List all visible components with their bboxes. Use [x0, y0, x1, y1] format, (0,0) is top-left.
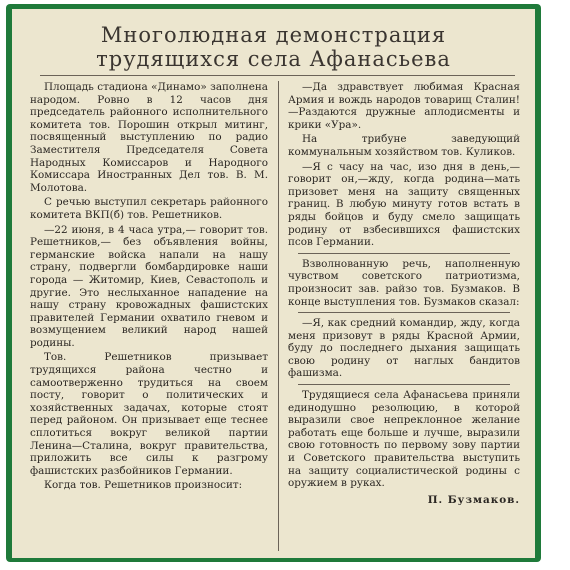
- paragraph: Взволнованную речь, наполненную чувством советского патриотизма, произносит зав. райзо тов. Бузмаков. В конце выступления тов. Бузмаков сказал:: [288, 257, 520, 308]
- paragraph: Площадь стадиона «Динамо» заполнена народом. Ровно в 12 часов дня председатель районного исполнительного комитета тов. Порошин открыл митинг, посвященный выступлению по радио Заместителя Председателя Совета Народных Комиссаров и Народного Комиссара Иностранных Дел тов. В. М. Молотова.: [30, 81, 268, 194]
- paragraph: С речью выступил секретарь районного комитета ВКП(б) тов. Решетников.: [30, 196, 268, 221]
- paragraph: На трибуне заведующий коммунальным хозяйством тов. Куликов.: [288, 133, 520, 158]
- paragraph: —Да здравствует любимая Красная Армия и вождь народов товарищ Сталин!—Раздаются дружные аплодисменты и крики «Ура».: [288, 81, 520, 131]
- headline-line-1: Многолюдная демонстрация: [100, 23, 447, 47]
- paragraph: Тов. Решетников призывает трудящихся района честно и самоотверженно трудиться на своем посту, говорит о политических и хозяйственных задачах, которые стоят перед районом. Он призывает еще теснее сплотиться вокруг великой партии Ленина—Сталина, вокруг правительства, приложить все силы к разгрому фашистских разбойников Германии.: [30, 351, 268, 477]
- paragraph: Трудящиеся села Афанасьева приняли единодушно резолюцию, в которой выразили свое непреклонное желание работать еще больше и лучше, выразили свою готовность по первому зову партии и Советского правительства выступить на защиту социалистической родины с оружием в руках.: [288, 389, 520, 490]
- column-divider: [278, 81, 279, 551]
- left-column: [30, 81, 268, 494]
- section-separator: [298, 253, 510, 254]
- paragraph: —22 июня, в 4 часа утра,— говорит тов. Решетников,— без объявления войны, германские войска напали на нашу страну, подвергли бомбардировке наши города — Житомир, Киев, Севастополь и другие. Это неслыханное нападение на нашу страну кровожадных фашистских правителей Германии охватило гневом и возмущением великий народ нашей родины.: [30, 223, 268, 349]
- paragraph: —Я, как средний командир, жду, когда меня призовут в ряды Красной Армии, буду до последнего дыхания защищать свою родину от наглых бандитов фашизма.: [288, 317, 520, 380]
- section-separator: [298, 384, 510, 385]
- author-signature: П. Бузмаков.: [427, 493, 520, 506]
- headline-rule: [40, 75, 515, 76]
- section-separator: [298, 312, 510, 313]
- paragraph: Когда тов. Решетников произносит:: [44, 479, 243, 492]
- paragraph: —Я с часу на час, изо дня в день,—говорит он,—жду, когда родина—мать призовет меня на защиту священных границ. В любую минуту готов встать в ряды бойцов и буду смело защищать родину от взбесившихся фашистских псов Германии.: [288, 160, 520, 249]
- newspaper-clipping: [12, 9, 535, 558]
- headline-line-2: трудящихся села Афанасьева: [96, 47, 451, 71]
- right-column: [288, 81, 520, 506]
